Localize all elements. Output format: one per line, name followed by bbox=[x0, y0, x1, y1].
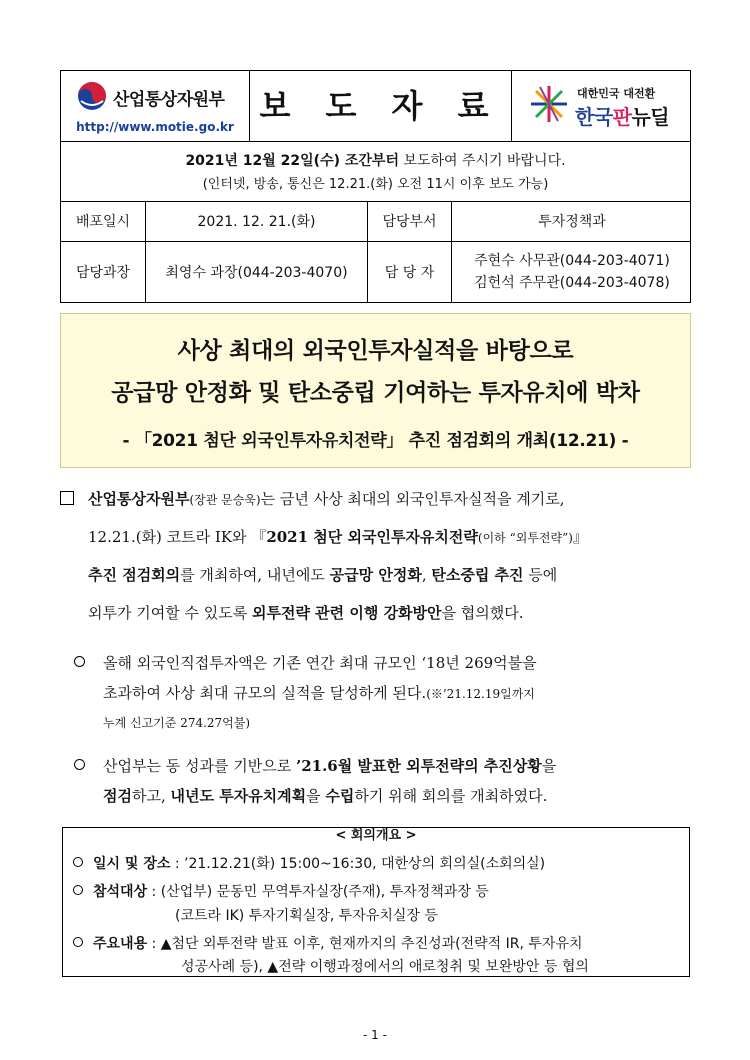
bullet-1-line-2 bbox=[103, 682, 535, 703]
newdeal-word-3: 뉴딜 bbox=[631, 105, 670, 129]
lead-line-4 bbox=[88, 602, 524, 623]
info-row-1 bbox=[61, 201, 690, 242]
date-label: 배포일시 bbox=[61, 201, 146, 241]
head-value: 최영수 과장(044-203-4070) bbox=[146, 241, 368, 302]
embargo-line-1 bbox=[61, 150, 690, 170]
lead-bracket: 』 bbox=[572, 528, 588, 546]
bullet-2-text-2: 을 bbox=[541, 757, 557, 775]
embargo-rest: 보도하여 주시기 바랍니다. bbox=[398, 153, 566, 169]
summary-caption bbox=[63, 824, 689, 843]
headline-subtitle: - 「2021 첨단 외국인투자유치전략」 추진 점검회의 개최(12.21) - bbox=[122, 431, 629, 451]
embargo-notice bbox=[61, 141, 690, 202]
summary-item-2-label: 참석대상 bbox=[93, 884, 148, 900]
circle-bullet-icon bbox=[74, 759, 85, 770]
circle-bullet-icon bbox=[74, 656, 85, 667]
bullet-1-text-2: 초과하여 사상 최대 규모의 실적을 달성하게 된다. bbox=[103, 684, 427, 702]
ministry-name: 산업통상자원부 bbox=[113, 90, 225, 110]
circle-bullet-icon bbox=[73, 937, 83, 947]
summary-item-1 bbox=[73, 853, 545, 873]
summary-item-3-cont: 성공사례 등), ▲전략 이행과정에서의 애로청취 및 보완방안 등 협의 bbox=[181, 959, 589, 975]
meeting-summary-box bbox=[62, 827, 690, 977]
press-header-table bbox=[60, 70, 691, 303]
bullet-2-bold-1: ’21.6월 발표한 외투전략의 추진상황 bbox=[295, 757, 542, 775]
summary-item-3-label: 주요내용 bbox=[93, 936, 148, 952]
newdeal-slogan: 대한민국 대전환 bbox=[577, 87, 656, 100]
lead-line-3 bbox=[88, 564, 557, 585]
lead-text-3: 를 개최하여, 내년에도 bbox=[180, 566, 330, 584]
doc-type-title: 보 도 자 료 bbox=[249, 71, 512, 141]
lead-strategy: 2021 첨단 외국인투자유치전략 bbox=[266, 528, 478, 546]
newdeal-burst-icon bbox=[529, 84, 569, 124]
staff-label: 담 당 자 bbox=[368, 241, 452, 302]
lead-minister: (장관 문승욱) bbox=[189, 493, 261, 507]
newdeal-word-1: 한국 bbox=[575, 105, 613, 129]
summary-item-1-value: : ’21.12.21(화) 15:00~16:30, 대한상의 회의실(소회의실) bbox=[170, 856, 546, 872]
taegeuk-emblem-icon bbox=[77, 81, 107, 111]
circle-bullet-icon bbox=[73, 885, 83, 895]
bullet-2-line-2 bbox=[103, 785, 547, 806]
header-top-row bbox=[61, 71, 690, 142]
bullet-1-line-3: 누계 신고기준 274.27억불) bbox=[103, 716, 251, 730]
lead-line-2 bbox=[88, 526, 588, 547]
newdeal-word-2: 판 bbox=[612, 105, 632, 129]
embargo-date: 2021년 12월 22일(수) 조간부터 bbox=[185, 153, 399, 169]
square-bullet-icon bbox=[60, 491, 74, 505]
lead-line-1 bbox=[60, 488, 565, 509]
headline-line-2: 공급망 안정화 및 탄소중립 기여하는 투자유치에 박차 bbox=[111, 380, 640, 406]
dept-value: 투자정책과 bbox=[538, 214, 606, 230]
lead-carbon: 탄소중립 추진 bbox=[431, 566, 524, 584]
circle-bullet-icon bbox=[73, 857, 83, 867]
newdeal-wordmark bbox=[575, 101, 669, 130]
lead-text-2: 12.21.(화) 코트라 IK와 『 bbox=[88, 528, 267, 546]
summary-item-1-label: 일시 및 장소 bbox=[93, 856, 171, 872]
info-row-2 bbox=[61, 241, 690, 302]
lead-text-6: 을 협의했다. bbox=[441, 604, 524, 622]
head-label: 담당과장 bbox=[61, 241, 146, 302]
bullet-2-text-5: 하기 위해 회의를 개최하였다. bbox=[354, 787, 548, 805]
bullet-2-bold-3: 내년도 투자유치계획 bbox=[170, 787, 307, 805]
staff-2: 김헌석 주무관(044-203-4078) bbox=[474, 274, 670, 291]
staff-values bbox=[452, 241, 692, 302]
bullet-2-text-1: 산업부는 동 성과를 기반으로 bbox=[103, 757, 296, 775]
staff-1: 주현수 사무관(044-203-4071) bbox=[474, 252, 670, 269]
lead-supply: 공급망 안정화 bbox=[329, 566, 422, 584]
summary-caption-text: < 회의개요 > bbox=[329, 828, 422, 843]
dept-label: 담당부서 bbox=[368, 201, 452, 241]
lead-text-5: 외투가 기여할 수 있도록 bbox=[88, 604, 252, 622]
lead-abbrev: (이하 “외투전략”) bbox=[477, 531, 573, 545]
ministry-logo-cell bbox=[61, 71, 250, 141]
bullet-1-note: (※’21.12.19일까지 bbox=[426, 687, 535, 701]
page-number: - 1 - bbox=[363, 1028, 387, 1042]
bullet-1-line-1 bbox=[74, 652, 537, 673]
summary-item-3 bbox=[73, 933, 583, 953]
bullet-2-bold-4: 수립 bbox=[325, 787, 355, 805]
bullet-2-bold-2: 점검 bbox=[103, 787, 132, 805]
summary-item-2-value: : (산업부) 문동민 무역투자실장(주재), 투자정책과장 등 bbox=[147, 884, 489, 900]
bullet-1-text-1: 올해 외국인직접투자액은 기존 연간 최대 규모인 ‘18년 269억불을 bbox=[103, 654, 537, 672]
summary-item-2-cont: (코트라 IK) 투자기획실장, 투자유치실장 등 bbox=[175, 908, 438, 924]
bullet-2-text-3: 하고, bbox=[131, 787, 171, 805]
lead-ministry: 산업통상자원부 bbox=[88, 490, 190, 508]
lead-plan: 외투전략 관련 이행 강화방안 bbox=[251, 604, 442, 622]
bullet-2-line-1 bbox=[74, 755, 556, 776]
headline-box bbox=[60, 313, 691, 468]
lead-comma: , bbox=[421, 566, 432, 584]
summary-item-3-value: : ▲첨단 외투전략 발표 이후, 현재까지의 추진성과(전략적 IR, 투자유치 bbox=[147, 936, 583, 952]
ministry-url[interactable]: http://www.motie.go.kr bbox=[76, 120, 234, 134]
newdeal-logo-cell bbox=[511, 71, 692, 141]
headline-line-1: 사상 최대의 외국인투자실적을 바탕으로 bbox=[177, 338, 574, 364]
bullet-2-text-4: 을 bbox=[306, 787, 326, 805]
embargo-line-2: (인터넷, 방송, 통신은 12.21.(화) 오전 11시 이후 보도 가능) bbox=[202, 177, 549, 192]
lead-text-4: 등에 bbox=[523, 566, 558, 584]
lead-meeting: 추진 점검회의 bbox=[88, 566, 181, 584]
summary-item-2 bbox=[73, 881, 489, 901]
date-value: 2021. 12. 21.(화) bbox=[146, 201, 368, 241]
lead-text-1: 는 금년 사상 최대의 외국인투자실적을 계기로, bbox=[260, 490, 565, 508]
